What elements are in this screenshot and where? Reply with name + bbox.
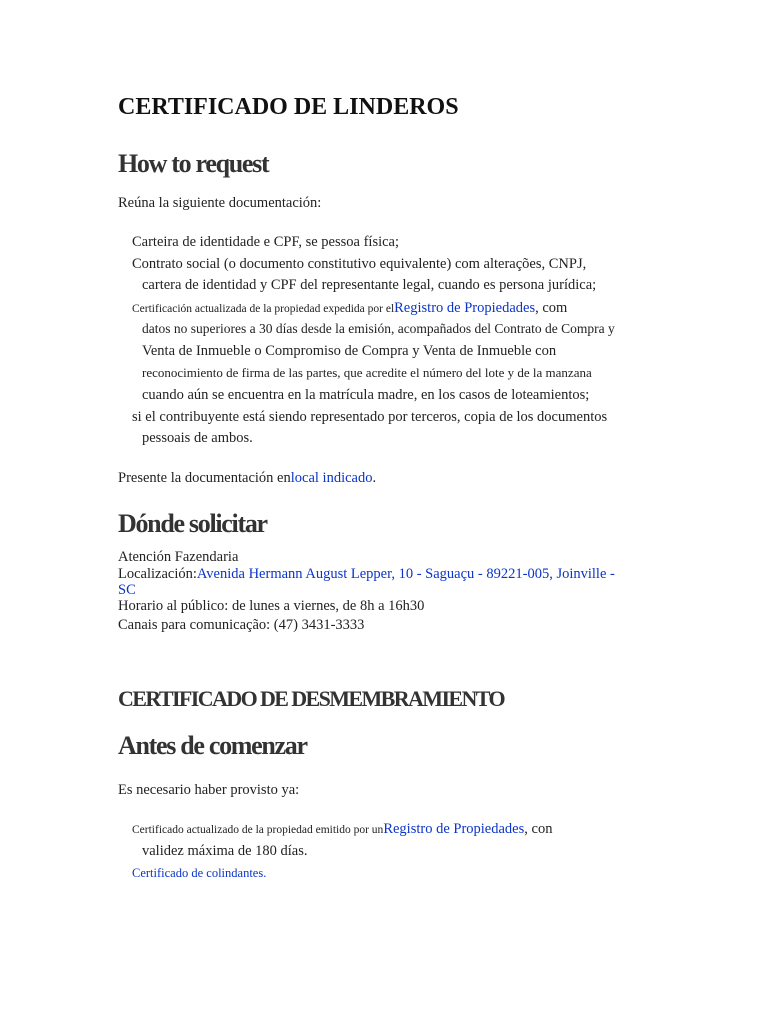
list-item-text-suffix: , com [535, 300, 568, 316]
list-item-continuation: datos no superiores a 30 días desde la emisión, acompañados del Contrato de Compra y [142, 321, 615, 336]
list-item-text: si el contribuyente está siendo representado por terceros, copia de los documentos [132, 409, 608, 425]
location-label: Localización: [118, 566, 197, 582]
contact-channels: Canais para comunicação: (47) 3431-3333 [118, 617, 365, 633]
section2-title: CERTIFICADO DE DESMEMBRAMIENTO [118, 686, 504, 711]
registro-propiedades-link[interactable]: Registro de Propiedades [383, 821, 525, 837]
opening-hours: Horario al público: de lunes a viernes, de 8h a 16h30 [118, 598, 425, 614]
location-line [118, 566, 615, 583]
office-name: Atención Fazendaria [118, 549, 239, 565]
list-item-text: Carteira de identidade e CPF, se pessoa física; [132, 234, 400, 250]
present-documentation [118, 470, 376, 487]
list-item [118, 409, 607, 426]
list-item-text: Contrato social (o documento constitutivo equivalente) com alterações, CNPJ, [132, 256, 587, 272]
intro-text: Reúna la siguiente documentación: [118, 195, 322, 211]
list-item-text: Certificación actualizada de la propiedad expedida por el [132, 303, 395, 315]
requirements-intro: Es necesario haber provisto ya: [118, 782, 300, 798]
present-suffix: . [372, 470, 377, 486]
list-item-text-suffix: , con [524, 821, 553, 837]
address-link-continuation[interactable]: SC [118, 582, 136, 598]
list-item-continuation: pessoais de ambos. [142, 430, 253, 446]
list-item [118, 864, 266, 882]
list-item [118, 820, 552, 838]
how-to-request-heading: How to request [118, 149, 269, 178]
local-indicado-link[interactable]: local indicado [290, 470, 373, 486]
before-start-heading: Antes de comenzar [118, 731, 307, 760]
list-item [118, 299, 567, 317]
list-item-continuation: Venta de Inmueble o Compromiso de Compra y Venta de Inmueble con [142, 343, 557, 359]
list-item-continuation: cuando aún se encuentra en la matrícula madre, en los casos de loteamientos; [142, 387, 590, 403]
list-item [118, 234, 399, 251]
page-title: CERTIFICADO DE LINDEROS [118, 94, 459, 120]
list-item-text: Certificado actualizado de la propiedad emitido por un [132, 824, 384, 836]
list-item-continuation: reconocimiento de firma de las partes, que acredite el número del lote y de la manzana [142, 365, 592, 380]
list-item-continuation: cartera de identidad y CPF del representante legal, cuando es persona jurídica; [142, 277, 597, 293]
list-item-continuation: validez máxima de 180 días. [142, 843, 308, 859]
list-item-text-suffix: . [263, 866, 267, 880]
list-item [118, 256, 586, 273]
address-link[interactable]: Avenida Hermann August Lepper, 10 - Saguaçu - 89221-005, Joinville - [196, 566, 615, 582]
present-text: Presente la documentación en [118, 470, 291, 486]
registro-propiedades-link[interactable]: Registro de Propiedades [394, 300, 536, 316]
where-heading: Dónde solicitar [118, 509, 267, 538]
certificado-colindantes-link[interactable]: Certificado de colindantes [132, 866, 264, 880]
